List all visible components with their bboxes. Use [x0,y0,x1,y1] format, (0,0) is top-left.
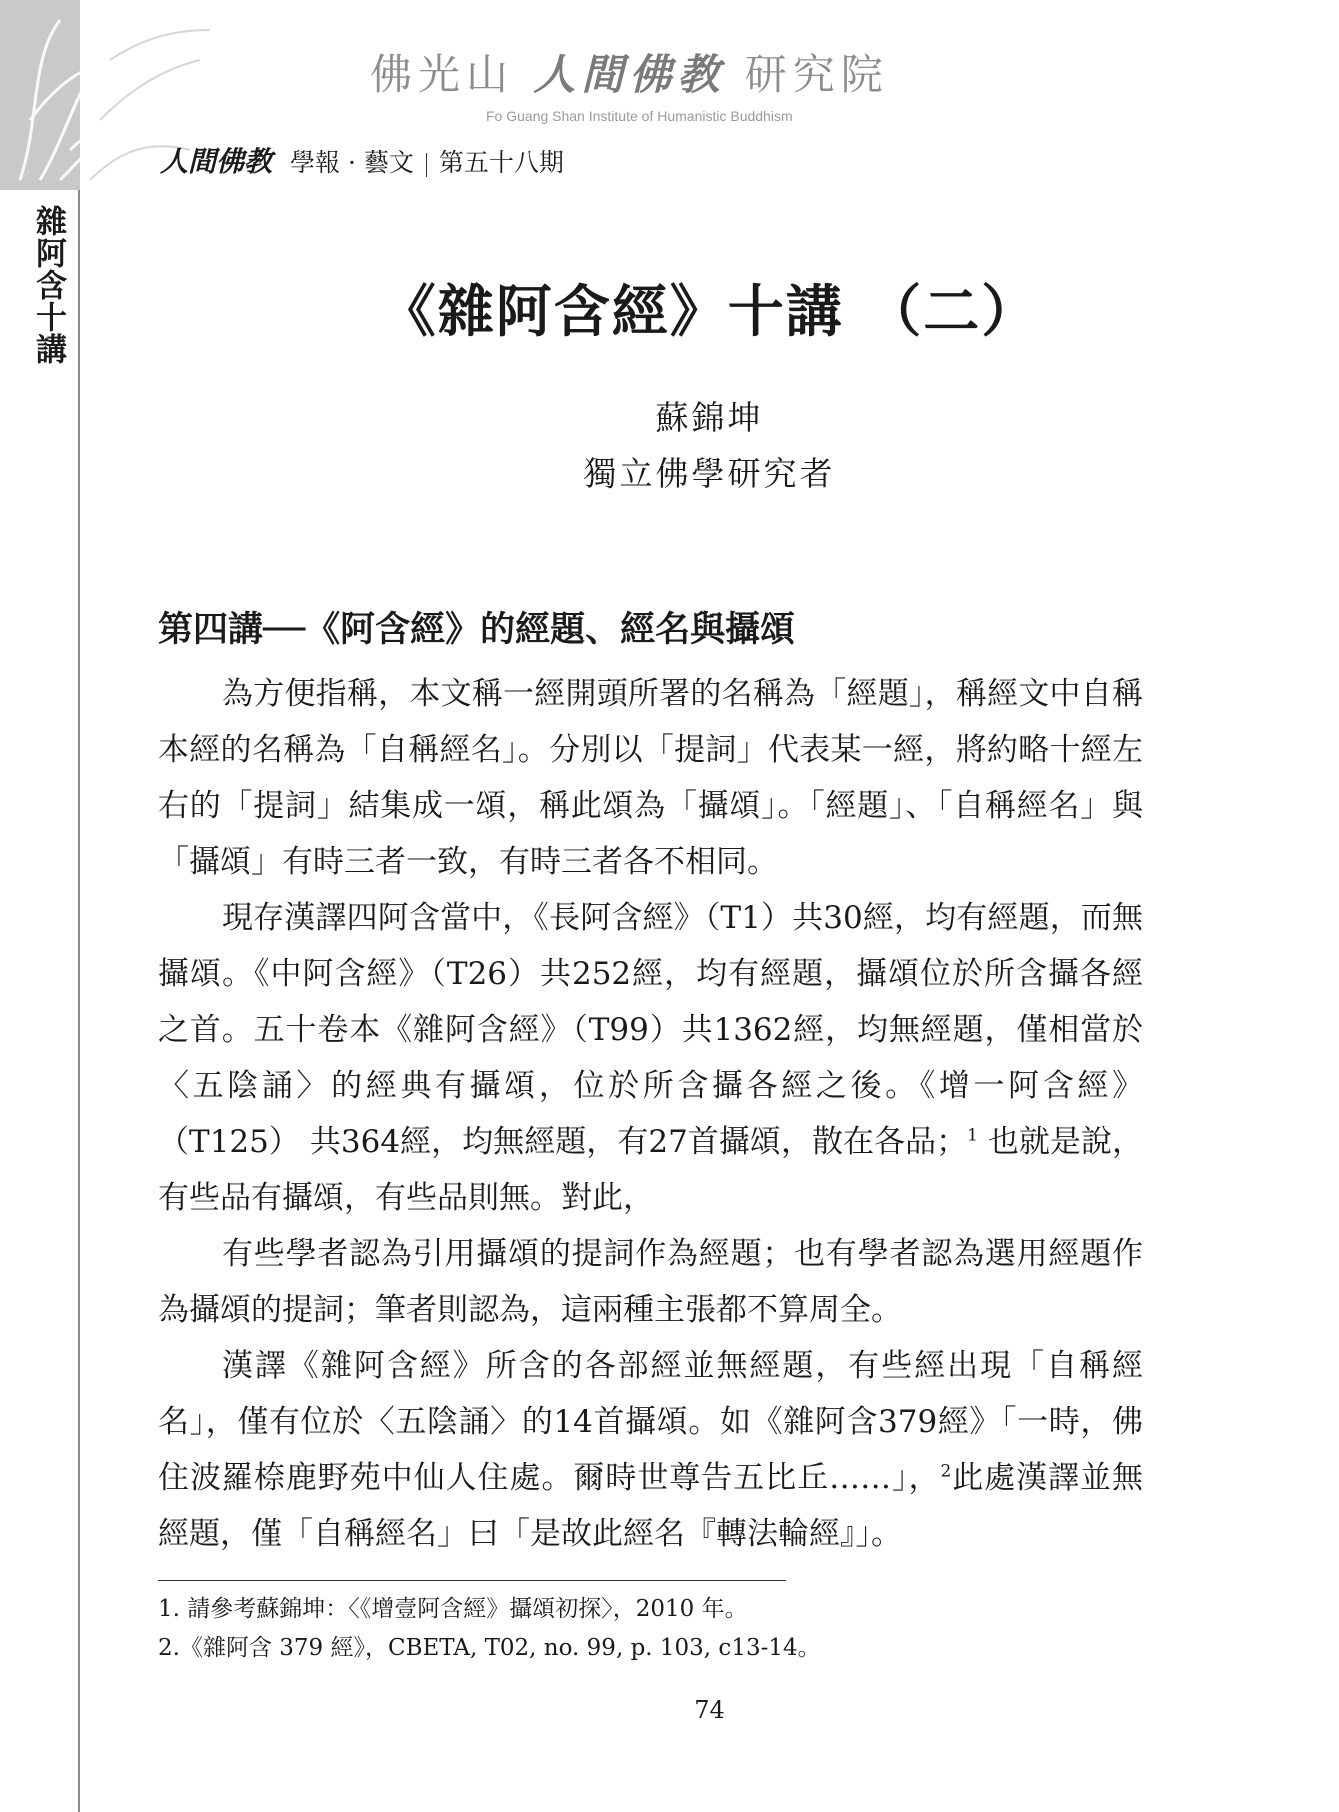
institute-cn-right: 研究院 [744,50,889,99]
institute-name-cn [370,42,970,102]
paragraph-text: 也就是說，有些品有攝頌，有些品則無。對此， [158,1124,1143,1216]
paragraph-text: 漢譯《雜阿含經》所含的各部經並無經題，有些經出現「自稱經名」，僅有位於〈五陰誦〉的14首攝頌。如《雜阿含379經》「一時，佛住波羅㮈鹿野苑中仙人住處。爾時世尊告五比丘……」， [158,1348,1143,1496]
institute-name-en: Fo Guang Shan Institute of Humanistic Buddhism [486,108,793,124]
paragraph-text: 此處漢譯並無經題，僅「自稱經名」曰「是故此經名『轉法輪經』」。 [158,1460,1143,1552]
article-title: 《雜阿含經》十講 （二） [379,279,1040,345]
institute-cn-left: 佛光山 [370,50,515,99]
institute-cn-mid: 人間佛教 [533,50,726,99]
section-heading: 第四講──《阿含經》的經題、經名與攝頌 [158,609,796,650]
footnote-1: 1. 請參考蘇錦坤：〈《增壹阿含經》攝頌初探〉，2010 年。 [158,1596,748,1622]
footnote-rule [158,1580,786,1581]
running-title: 雜阿含十講 [30,205,66,365]
journal-line [160,140,564,180]
paragraph [158,1338,1143,1562]
footnote-ref[interactable]: 1 [967,1125,978,1146]
author-affiliation: 獨立佛學研究者 [583,454,836,493]
paragraph [158,890,1143,1226]
paragraph: 為方便指稱，本文稱一經開頭所署的名稱為「經題」，稱經文中自稱本經的名稱為「自稱經名」。分別以「提詞」代表某一經，將約略十經左右的「提詞」結集成一頌，稱此頌為「攝頌」。「經題」、「自稱經名」與「攝頌」有時三者一致，有時三者各不相同。 [158,676,1143,880]
journal-name: 學報 · 藝文 [290,148,414,177]
paragraph: 有些學者認為引用攝頌的提詞作為經題；也有學者認為選用經題作為攝頌的提詞；筆者則認為，這兩種主張都不算周全。 [158,1236,1143,1328]
article-body [158,666,1143,1562]
journal-separator [426,153,427,177]
footnote-ref[interactable]: 2 [940,1461,952,1482]
paragraph-text: 現存漢譯四阿含當中，《長阿含經》（T1）共30經，均有經題，而無攝頌。《中阿含經》（T26）共252經，均有經題，攝頌位於所含攝各經之首。五十卷本《雜阿含經》（T99）共1362經，均無經題，僅相當於〈五陰誦〉的經典有攝頌，位於所含攝各經之後。《增一阿含經》（T125） 共364經，均無經題，有27首攝頌，散在各品； [158,900,1143,1160]
page-number: 74 [694,1696,725,1724]
journal-brand: 人間佛教 [160,145,273,178]
journal-issue: 第五十八期 [438,148,564,177]
author-name: 蘇錦坤 [655,398,764,437]
footnote-2: 2.《雜阿含 379 經》，CBETA, T02, no. 99, p. 103, c13-14。 [158,1635,821,1661]
